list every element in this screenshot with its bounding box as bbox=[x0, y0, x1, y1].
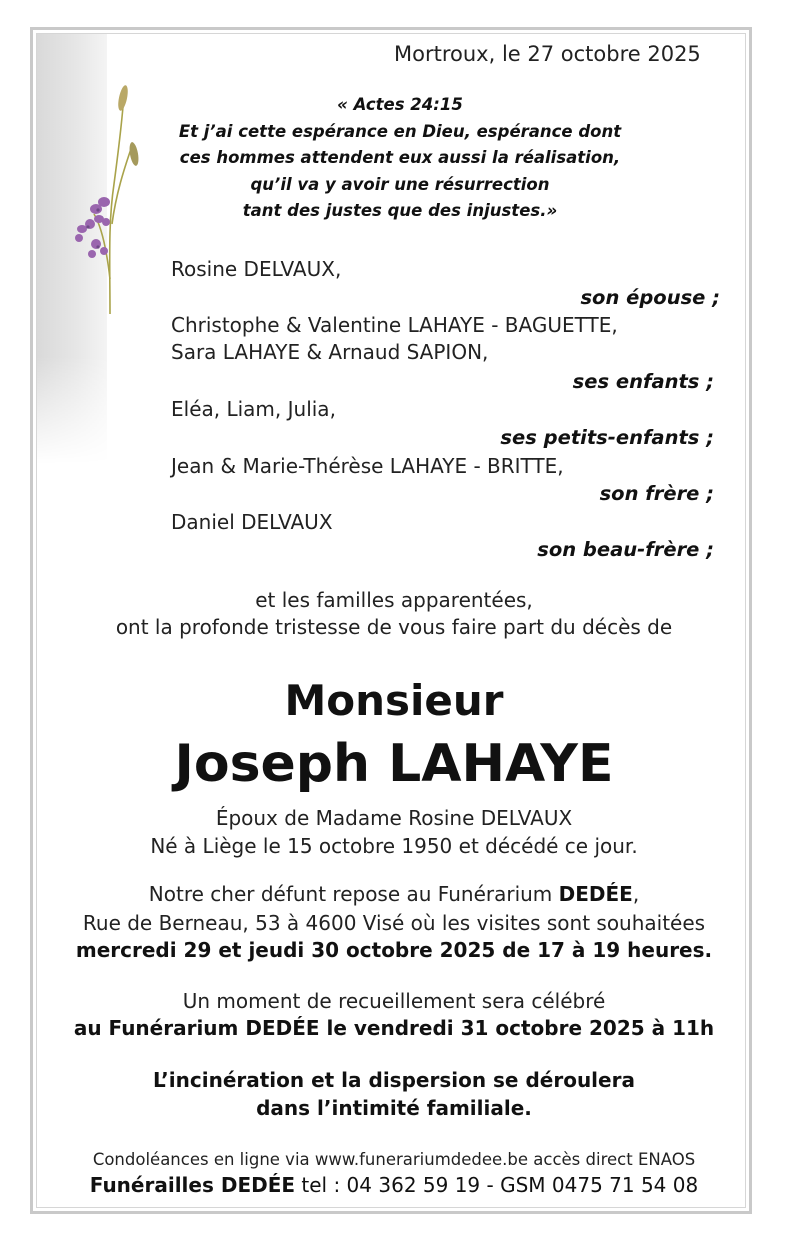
quote-line: Et j’ai cette espérance en Dieu, espérance dont bbox=[178, 121, 622, 141]
brother-in-law-names: Daniel DELVAUX bbox=[171, 510, 333, 534]
children-role: ses enfants ; bbox=[572, 370, 714, 393]
condolences-line: Condoléances en ligne via www.funerariumdedee.be accès direct ENAOS bbox=[92, 1150, 696, 1169]
visitation-line-2: Rue de Berneau, 53 à 4600 Visé où les visites sont souhaitées bbox=[82, 911, 706, 935]
quote-line: qu’il va y avoir une résurrection bbox=[250, 174, 550, 194]
cremation-line-1: L’incinération et la dispersion se déroulera bbox=[153, 1068, 635, 1092]
children-names-2: Sara LAHAYE & Arnaud SAPION, bbox=[171, 340, 489, 364]
contact-numbers: tel : 04 362 59 19 - GSM 0475 71 54 08 bbox=[295, 1173, 699, 1197]
deceased-name: Joseph LAHAYE bbox=[174, 734, 614, 794]
brother-names: Jean & Marie-Thérèse LAHAYE - BRITTE, bbox=[171, 454, 564, 478]
visitation-line-1-bold: DEDÉE bbox=[558, 882, 633, 906]
visitation-line-3: mercredi 29 et jeudi 30 octobre 2025 de 17 à 19 heures. bbox=[75, 938, 713, 962]
quote-line: ces hommes attendent eux aussi la réalisation, bbox=[179, 148, 621, 167]
intro-line-2: ont la profonde tristesse de vous faire part du décès de bbox=[115, 615, 673, 639]
visitation-line-1-suffix: , bbox=[632, 882, 640, 906]
visitation-line-1-prefix: Notre cher défunt repose au Funérarium bbox=[148, 882, 559, 906]
spouse-names: Rosine DELVAUX, bbox=[171, 257, 342, 281]
brother-role: son frère ; bbox=[599, 482, 714, 505]
bible-quote bbox=[160, 92, 640, 225]
brother-in-law-role: son beau-frère ; bbox=[537, 538, 714, 561]
intro-line-1: et les familles apparentées, bbox=[255, 588, 533, 612]
deceased-title: Monsieur bbox=[284, 676, 504, 725]
quote-line: « Actes 24:15 bbox=[337, 95, 463, 114]
contact-line bbox=[0, 1173, 788, 1197]
cremation-line-2: dans l’intimité familiale. bbox=[256, 1096, 532, 1120]
deceased-birth-line: Né à Liège le 15 octobre 1950 et décédé ce jour. bbox=[150, 834, 638, 858]
visitation-line-1 bbox=[0, 882, 788, 906]
grandchildren-role: ses petits-enfants ; bbox=[500, 426, 714, 449]
quote-line: tant des justes que des injustes.» bbox=[242, 201, 558, 220]
company-name: Funérailles DEDÉE bbox=[89, 1173, 296, 1197]
ceremony-line-2: au Funérarium DEDÉE le vendredi 31 octobre 2025 à 11h bbox=[73, 1016, 715, 1040]
violet-flower-illustration bbox=[66, 74, 146, 319]
grandchildren-names: Eléa, Liam, Julia, bbox=[171, 397, 336, 421]
children-names-1: Christophe & Valentine LAHAYE - BAGUETTE, bbox=[171, 313, 618, 337]
spouse-role: son épouse ; bbox=[580, 286, 720, 309]
ceremony-line-1: Un moment de recueillement sera célébré bbox=[182, 989, 606, 1013]
deceased-spouse-line: Époux de Madame Rosine DELVAUX bbox=[215, 806, 573, 830]
date-line: Mortroux, le 27 octobre 2025 bbox=[394, 42, 701, 66]
